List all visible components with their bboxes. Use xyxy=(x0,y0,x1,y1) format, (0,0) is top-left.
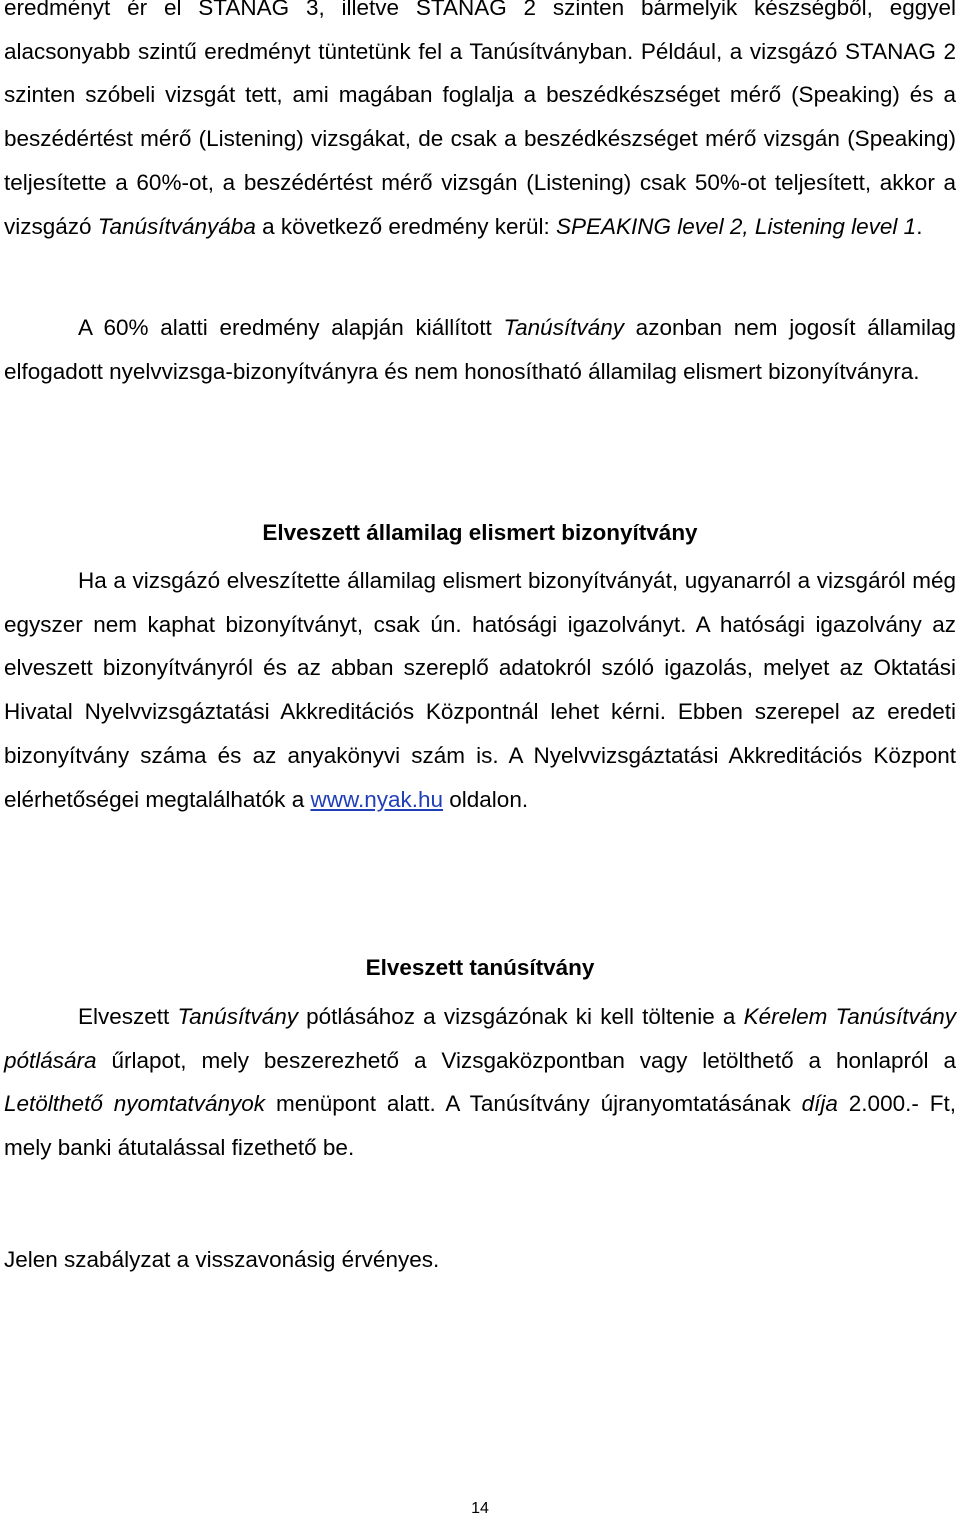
paragraph-results-text-3: . xyxy=(916,213,923,239)
paragraph-results xyxy=(4,0,956,248)
paragraph-validity: Jelen szabályzat a visszavonásig érvényes. xyxy=(4,1247,440,1272)
paragraph-results-italic-1: Tanúsítványába xyxy=(97,213,256,239)
nyak-link[interactable]: www.nyak.hu xyxy=(310,786,444,812)
paragraph-lost-attestation-text-4: menüpont alatt. A Tanúsítvány újranyomtatásának xyxy=(265,1091,802,1117)
paragraph-lost-certificate xyxy=(4,559,956,821)
paragraph-below-60-italic-1: Tanúsítvány xyxy=(503,315,624,340)
paragraph-lost-attestation-italic-4: díja xyxy=(801,1091,838,1117)
paragraph-lost-attestation-text-2: pótlásához a vizsgázónak ki kell töltenie a xyxy=(297,1004,744,1029)
paragraph-lost-attestation-text-5: 2.000.- Ft, mely banki átutalással fizethető be. xyxy=(4,1091,956,1161)
paragraph-lost-certificate-text-2: oldalon. xyxy=(443,786,529,812)
paragraph-lost-certificate-text-1: Ha a vizsgázó elveszítette államilag elismert bizonyítványát, ugyanarról a vizsgáról még egyszer nem kaphat bizonyítványt, csak ún. hatósági igazolványt. A hatósági igazolvány az elveszett bizonyítványról és az abban szereplő adatokról szóló igazolás, melyet az Oktatási Hivatal Nyelvvizsgáztatási Akkreditációs Központnál lehet kérni. Ebben szerepel az eredeti bizonyítvány száma és az anyakönyvi szám is. A Nyelvvizsgáztatási Akkreditációs Központ elérhetőségei megtalálhatók a xyxy=(4,568,956,812)
paragraph-results-text-1: eredményt ér el STANAG 3, illetve STANAG 2 szinten bármelyik készségből, eggyel alacsonyabb szintű eredményt tüntetünk fel a Tanúsítványban. Például, a vizsgázó STANAG 2 szinten szóbeli vizsgát tett, ami magában foglalja a beszédkészséget mérő (Speaking) és a beszédértést mérő (Listening) vizsgákat, de csak a beszédkészséget mérő vizsgán (Speaking) teljesítette a 60%-ot, a beszédértést mérő vizsgán (Listening) csak 50%-ot teljesített, akkor a vizsgázó xyxy=(4,0,956,239)
paragraph-lost-attestation-italic-3: Letölthető nyomtatványok xyxy=(4,1091,266,1117)
paragraph-lost-attestation-text-3: űrlapot, mely beszerezhető a Vizsgaközpontban vagy letölthető a honlapról a xyxy=(96,1047,956,1073)
paragraph-results-text-2: a következő eredmény kerül: xyxy=(255,213,556,239)
paragraph-lost-attestation-italic-2: Kérelem Tanúsítvány pótlására xyxy=(4,1004,957,1073)
paragraph-below-60-text-2: azonban nem jogosít államilag elfogadott nyelvvizsga-bizonyítványra és nem honosítható államilag elismert bizonyítványra. xyxy=(4,315,956,384)
heading-lost-attestation: Elveszett tanúsítvány xyxy=(365,955,595,980)
heading-lost-certificate: Elveszett államilag elismert bizonyítvány xyxy=(262,520,698,545)
paragraph-lost-attestation-italic-1: Tanúsítvány xyxy=(177,1004,298,1029)
paragraph-lost-attestation xyxy=(4,995,956,1170)
paragraph-below-60 xyxy=(4,306,956,393)
paragraph-results-italic-2: SPEAKING level 2, Listening level 1 xyxy=(556,213,917,239)
paragraph-lost-attestation-text-1: Elveszett xyxy=(78,1004,178,1029)
page-number: 14 xyxy=(471,1500,489,1517)
paragraph-below-60-text-1: A 60% alatti eredmény alapján kiállított xyxy=(78,315,504,340)
